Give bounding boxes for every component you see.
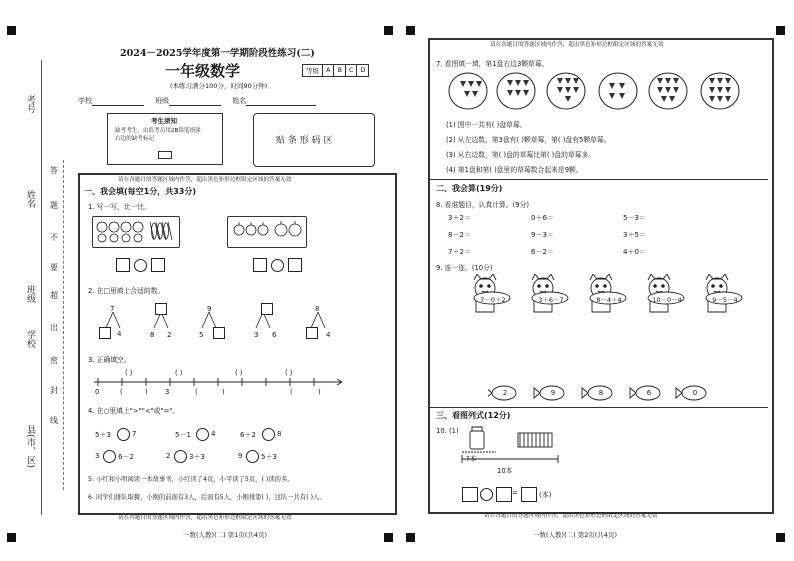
equation: 0＋6＝ [531,214,554,222]
grade-option-a[interactable]: A [323,65,334,76]
left-page-footer: 一数(人教)(二) 第1页(共4页) [183,531,268,539]
fish-number[interactable]: 0 [692,389,698,397]
student-fields [78,96,316,106]
compare-circle[interactable] [196,428,209,441]
numberline-label: ( [120,388,123,396]
q3-prompt: 3. 正确填空。 [88,356,131,364]
compare-circle[interactable] [246,450,259,463]
candidate-notice-line: 缺考考生，由监考员用2B铅笔填涂 [115,128,201,134]
equation: 8－2＝ [448,231,471,239]
sidebar-fold-line-2 [63,160,64,490]
right-page-footer: 一数(人教)(二) 第2页(共4页) [533,531,618,539]
absent-mark-box[interactable] [158,151,172,159]
compare-left: 2 [166,452,171,460]
candidate-notice-title: 考生须知 [151,117,177,125]
q7-prompt: 7. 看图填一填，第1盘右边3颗草莓。 [436,60,549,68]
q7-item-2: (2) 从左边数，第3盘有( )颗草莓，第( )盘有5颗草莓。 [446,136,611,144]
q2-prompt: 2. 在□里填上合适的数。 [88,287,165,295]
left-top-notice: 请在各题目的答题区域内作答，超出黑色矩形边框限定区域的答案无效 [118,177,292,183]
compare-right: 6－2 [118,453,134,461]
split-top: 8 [315,305,320,313]
split-top: 7 [110,305,115,313]
compare-right: 8 [277,430,282,438]
sidebar-label-name: 姓名 [25,190,35,208]
equation-box[interactable] [521,487,537,502]
split-right: 4 [326,331,331,339]
compare-circle[interactable] [103,450,116,463]
q8-prompt: 8. 看谁题目，认真计算。(9分) [436,201,530,209]
fold-char: 不 [50,233,58,242]
fish-number[interactable]: 6 [646,389,652,397]
q10-prompt: 10. (1) [436,427,459,435]
registration-mark [776,533,785,542]
answer-box[interactable] [99,327,111,339]
numberline-top-blank[interactable]: ( ) [125,369,133,377]
q5-prompt: 5. 小红和小明阅读一本故事书，小红读了4页，小平读了5页，( )读的多。 [88,476,294,483]
candidate-notice-line: 右边的缺考标记 [115,136,155,142]
section2-heading: 二、我会算(19分) [436,184,503,193]
compare-circle[interactable] [117,428,130,441]
split-right: 2 [167,331,172,339]
cat-expression[interactable]: 8－4＋4 [596,296,622,304]
numberline-label: ( [195,388,198,396]
fold-char: 题 [50,201,58,210]
equation: 4＋0＝ [623,248,646,256]
right-bottom-notice: 请在各题目的答题区域内作答，超出黑色矩形边框限定区域的答案无效 [484,513,658,519]
section-divider [430,407,768,408]
answer-box[interactable] [151,258,165,272]
class-input[interactable] [169,98,221,106]
numberline-top-blank[interactable]: ( ) [175,369,183,377]
split-right: 4 [117,330,122,338]
compare-left: 5－1 [175,431,191,439]
strawberry-plates [446,69,756,113]
compare-left: 3 [95,452,100,460]
compare-left: 9 [238,452,243,460]
sidebar-label-county: 县(市、区) [25,425,35,469]
registration-mark [406,26,415,35]
left-bottom-notice: 请在各题目的答题区域内作答，超出黑色矩形边框限定区域的答案无效 [118,515,292,521]
fold-char: 线 [50,416,58,425]
grade-option-b[interactable]: B [334,65,345,76]
q9-prompt: 9. 连一连。(10分) [436,264,493,272]
fish-number[interactable]: 2 [502,389,508,397]
grade-label: 等级 [303,65,323,76]
split-left: 3 [254,331,259,339]
fold-char: 出 [50,323,58,332]
numberline-label: ) [222,388,225,396]
registration-mark [7,533,16,542]
answer-box[interactable] [306,327,318,339]
numberline-top-blank[interactable]: ( ) [285,369,293,377]
cat-expression[interactable]: 3＋6－7 [538,296,564,304]
registration-mark [7,26,16,35]
unknown-books-label: ?本 [466,455,477,463]
registration-mark [406,533,415,542]
cat-expression[interactable]: 9－5－4 [712,296,738,304]
field-school-label: 学校 [78,97,92,105]
q6-prompt: 6. 同学们排队取餐，小刚的前面有3人，后面有5人，小刚排第( )，这队一共有( )人。 [88,494,326,501]
operator-circle[interactable] [480,488,493,501]
cat-expression[interactable]: 10－0－4 [652,296,682,304]
sidebar-label-school: 学校 [25,330,35,348]
compare-circle[interactable] [271,259,284,272]
cat-expression[interactable]: 7－0＋2 [480,296,506,304]
apple-picture [94,218,176,244]
sidebar-label-exam-number: 考号 [25,95,35,113]
grade-box [302,64,369,77]
answer-box[interactable] [155,303,167,315]
right-top-notice: 请在各题目的答题区域内作答，超出黑色矩形边框限定区域的答案无效 [490,42,664,48]
answer-box[interactable] [116,258,130,272]
numberline-label: ( [290,388,293,396]
split-top: 9 [207,305,212,313]
number-split-diagrams [92,300,382,344]
answer-box[interactable] [261,303,273,315]
equation: 7＋2＝ [448,248,471,256]
registration-mark [384,26,393,35]
field-class-label: 班级 [155,97,170,105]
grade-option-d[interactable]: D [360,66,366,74]
split-right: 6 [272,331,277,339]
fruit-picture [229,218,303,244]
exam-title: 2024－2025学年度第一学期阶段性练习(二) [120,48,315,59]
answer-box[interactable] [288,258,302,272]
compare-right: 7 [132,430,137,438]
equation: 3＋2＝ [448,214,471,222]
compare-right: 5＋3 [261,453,277,461]
fold-char: 答 [50,166,58,175]
numberline-label: 0 [95,388,100,396]
subject-title: 一年级数学 [165,62,241,80]
numberline-label: 3 [165,388,170,396]
numberline-top-blank[interactable]: ( ) [235,369,243,377]
fold-char: 封 [50,386,58,395]
section1-heading: 一、我会填(每空1分，共33分) [84,187,197,196]
unit-label: (本) [539,491,552,499]
split-left: 5 [199,331,204,339]
q1-prompt: 1. 写一写，比一比。 [88,203,152,211]
exam-info: (本练习满分100分，时间90分钟) [170,82,268,90]
split-left: 8 [150,331,155,339]
q7-item-4: (4) 第1盘和第( )盘里的草莓数合起来是9颗。 [446,166,583,174]
equation-box[interactable] [496,487,512,502]
compare-left: 5＋3 [95,431,111,439]
sidebar-label-class: 班级 [25,285,35,303]
section-divider [430,179,768,180]
equals-sign: = [512,489,518,497]
total-books-label: 10本 [497,467,513,475]
compare-left: 6＋2 [240,431,256,439]
equation-box[interactable] [462,487,478,502]
barcode-label: 贴 条 形 码 区 [276,136,333,146]
fish-number[interactable]: 9 [550,389,556,397]
equation: 9－3＝ [531,231,554,239]
registration-mark [776,26,785,35]
fold-char: 密 [50,356,58,365]
equation: 6－2＝ [531,248,554,256]
equation: 5－3＝ [623,214,646,222]
equation: 3＋5＝ [623,231,646,239]
fold-char: 超 [50,291,58,300]
q4-prompt: 4. 在○里填上">""<"或"="。 [88,407,180,415]
q7-item-3: (3) 从右边数，第( )盘的草莓比第( )盘的草莓多。 [446,151,596,159]
registration-mark [384,533,393,542]
grade-option-c[interactable]: C [346,65,358,76]
name-input[interactable] [246,98,316,106]
q7-item-1: (1) 图中一共有( )盘草莓。 [446,121,527,129]
school-input[interactable] [92,98,144,106]
fold-char: 要 [50,263,58,272]
sidebar-fold-line [41,60,42,515]
compare-circle[interactable] [262,428,275,441]
numberline-label: ) [145,388,148,396]
numberline-label: ) [318,388,321,396]
compare-circle[interactable] [134,259,147,272]
answer-box[interactable] [253,258,267,272]
compare-right: 3＋3 [189,453,205,461]
compare-right: 4 [211,430,216,438]
field-name-label: 姓名 [232,97,247,105]
compare-circle[interactable] [174,450,187,463]
fish-number[interactable]: 8 [598,389,604,397]
section3-heading: 三、看图列式(12分) [436,411,511,420]
answer-box[interactable] [213,327,225,339]
